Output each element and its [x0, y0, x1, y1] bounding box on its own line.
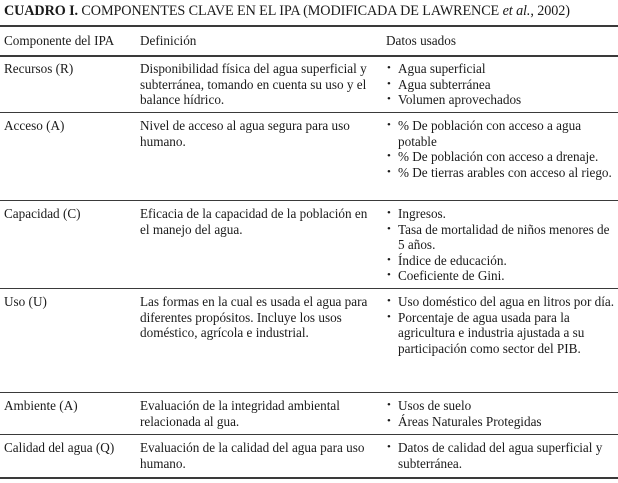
caption-text: COMPONENTES CLAVE EN EL IPA (MODIFICADA DE LAWRENCE	[77, 3, 503, 19]
caption-italic: et al.	[502, 3, 531, 19]
list-item: • % De tierras arables con acceso al riego.	[387, 164, 612, 180]
row-componente: Uso (U)	[4, 294, 47, 309]
list-item: • Datos de calidad del agua superficial y subterránea.	[387, 440, 603, 471]
list-item: • Porcentaje de agua usada para la agricultura e industria ajustada a su participación como sector del PIB.	[387, 309, 585, 356]
header-definicion: Definición	[140, 33, 197, 48]
list-item: • Ingresos.	[387, 206, 446, 221]
caption-label: CUADRO I.	[4, 3, 78, 19]
list-item: • Áreas Naturales Protegidas	[387, 413, 542, 429]
row-definicion: Eficacia de la capacidad de la población en el manejo del agua.	[140, 206, 368, 237]
list-item: • % De población con acceso a drenaje.	[387, 149, 599, 165]
row-definicion: Evaluación de la integridad ambiental relacionada al gua.	[140, 398, 340, 429]
row-componente: Calidad del agua (Q)	[4, 440, 115, 455]
list-item: • Coeficiente de Gini.	[387, 268, 505, 284]
header-componente: Componente del IPA	[4, 33, 115, 48]
list-item: • Agua subterránea	[387, 76, 491, 92]
header-datos: Datos usados	[386, 33, 456, 48]
row-divider	[0, 112, 618, 113]
row-datos-list	[386, 440, 616, 471]
row-componente: Acceso (A)	[4, 118, 65, 133]
row-datos-list	[386, 61, 616, 108]
row-datos-list	[386, 206, 616, 284]
row-divider	[0, 392, 618, 393]
row-definicion: Disponibilidad física del agua superficial y subterránea, tomando en cuenta su uso y el balance hídrico.	[140, 61, 367, 108]
list-item: • % De población con acceso a agua potable	[387, 118, 582, 149]
row-definicion: Las formas en la cual es usada el agua para diferentes propósitos. Incluye los usos doméstico, agrícola e industrial.	[140, 294, 368, 341]
row-datos-list	[386, 398, 616, 429]
row-divider	[0, 434, 618, 435]
list-item: • Tasa de mortalidad de niños menores de 5 años.	[387, 221, 610, 253]
row-componente: Ambiente (A)	[4, 398, 78, 413]
row-componente: Capacidad (C)	[4, 206, 81, 221]
list-item: • Usos de suelo	[387, 398, 472, 413]
header-rule	[0, 55, 618, 57]
list-item: • Índice de educación.	[387, 252, 507, 268]
row-divider	[0, 200, 618, 201]
list-item: • Agua superficial	[387, 61, 486, 76]
list-item: • Volumen aprovechados	[387, 92, 522, 108]
top-rule	[0, 25, 618, 27]
row-componente: Recursos (R)	[4, 61, 74, 76]
row-definicion: Nivel de acceso al agua segura para uso humano.	[140, 118, 350, 149]
row-datos-list	[386, 118, 616, 180]
row-definicion: Evaluación de la calidad del agua para uso humano.	[140, 440, 365, 471]
bottom-rule	[0, 477, 618, 479]
list-item: • Uso doméstico del agua en litros por día.	[387, 294, 615, 309]
caption-tail: , 2002)	[530, 3, 570, 19]
row-divider	[0, 288, 618, 289]
table-caption	[4, 3, 570, 20]
row-datos-list	[386, 294, 616, 356]
